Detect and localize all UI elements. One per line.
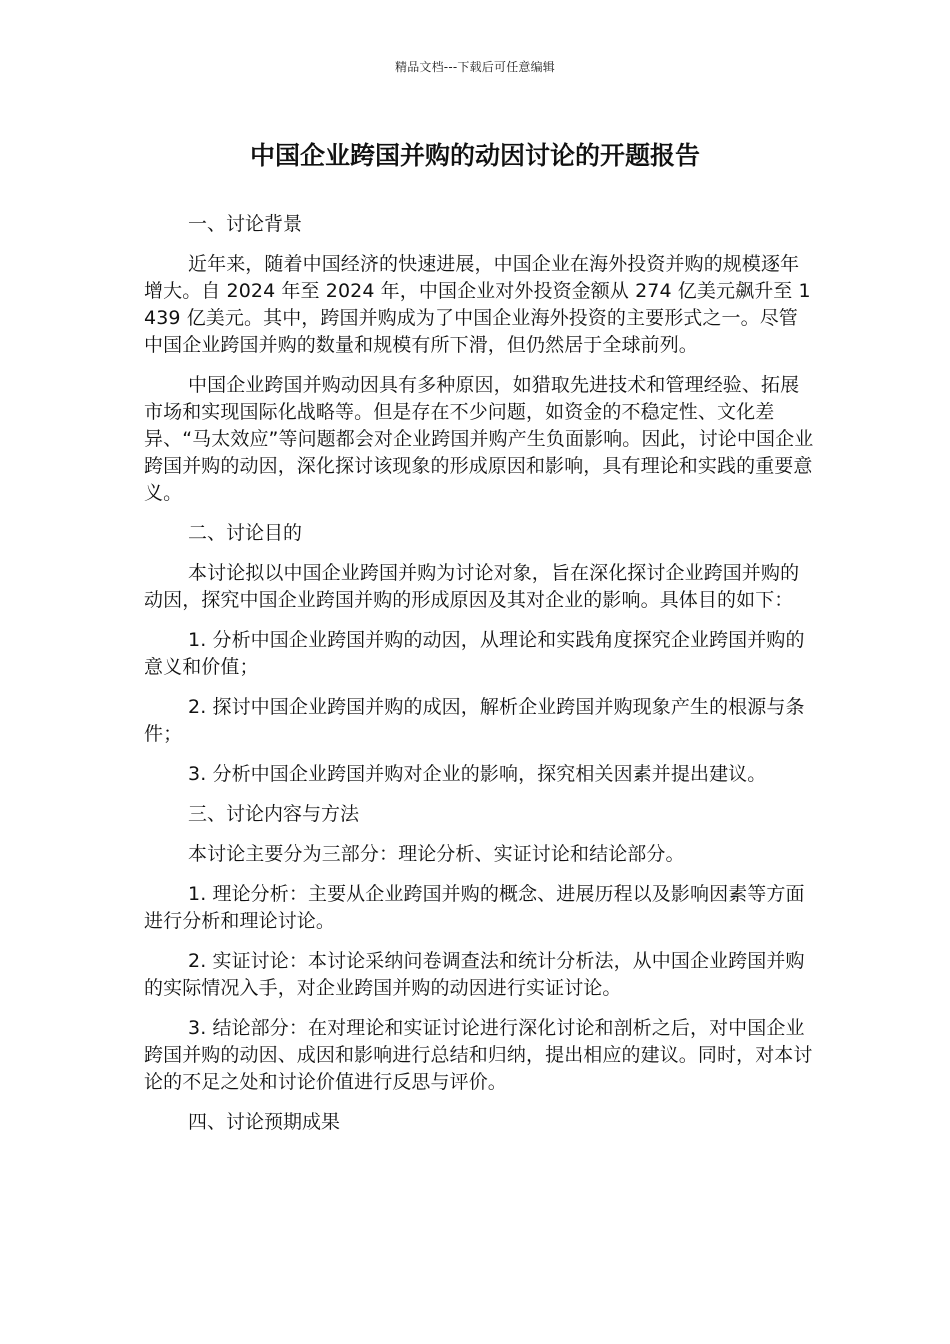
paragraph-content-intro: 本讨论主要分为三部分：理论分析、实证讨论和结论部分。 bbox=[188, 843, 685, 865]
document-title: 中国企业跨国并购的动因讨论的开题报告 bbox=[249, 141, 700, 170]
list-item-purpose-2: 2. 探讨中国企业跨国并购的成因，解析企业跨国并购现象产生的根源与条件； bbox=[144, 696, 805, 745]
header-note: 精品文档---下载后可任意编辑 bbox=[395, 60, 555, 74]
list-item-content-3: 3. 结论部分：在对理论和实证讨论进行深化讨论和剖析之后，对中国企业跨国并购的动因、成因和影响进行总结和归纳，提出相应的建议。同时，对本讨论的不足之处和讨论价值进行反思与评价。 bbox=[144, 1017, 813, 1093]
paragraph-background-1: 近年来，随着中国经济的快速进展，中国企业在海外投资并购的规模逐年增大。自 2024 年至 2024 年，中国企业对外投资金额从 274 亿美元飙升至 1439 亿美元。其中，跨国并购成为了中国企业海外投资的主要形式之一。尽管中国企业跨国并购的数量和规模有所下滑，但仍然居于全球前列。 bbox=[144, 253, 811, 356]
section-heading-background: 一、讨论背景 bbox=[188, 213, 303, 235]
section-heading-purpose: 二、讨论目的 bbox=[188, 522, 303, 544]
list-item-purpose-1: 1. 分析中国企业跨国并购的动因，从理论和实践角度探究企业跨国并购的意义和价值； bbox=[144, 629, 805, 678]
document-body bbox=[144, 211, 814, 1149]
section-heading-expected-results: 四、讨论预期成果 bbox=[188, 1111, 341, 1133]
section-heading-content-method: 三、讨论内容与方法 bbox=[188, 803, 360, 825]
list-item-purpose-3: 3. 分析中国企业跨国并购对企业的影响，探究相关因素并提出建议。 bbox=[188, 763, 767, 785]
paragraph-purpose-intro: 本讨论拟以中国企业跨国并购为讨论对象，旨在深化探讨企业跨国并购的动因，探究中国企业跨国并购的形成原因及其对企业的影响。具体目的如下： bbox=[144, 562, 800, 611]
list-item-content-2: 2. 实证讨论：本讨论采纳问卷调查法和统计分析法，从中国企业跨国并购的实际情况入手，对企业跨国并购的动因进行实证讨论。 bbox=[144, 950, 805, 999]
paragraph-background-2: 中国企业跨国并购动因具有多种原因，如猎取先进技术和管理经验、拓展市场和实现国际化战略等。但是存在不少问题，如资金的不稳定性、文化差异、“马太效应”等问题都会对企业跨国并购产生负面影响。因此，讨论中国企业跨国并购的动因，深化探讨该现象的形成原因和影响，具有理论和实践的重要意义。 bbox=[144, 374, 814, 504]
list-item-content-1: 1. 理论分析：主要从企业跨国并购的概念、进展历程以及影响因素等方面进行分析和理论讨论。 bbox=[144, 883, 805, 932]
